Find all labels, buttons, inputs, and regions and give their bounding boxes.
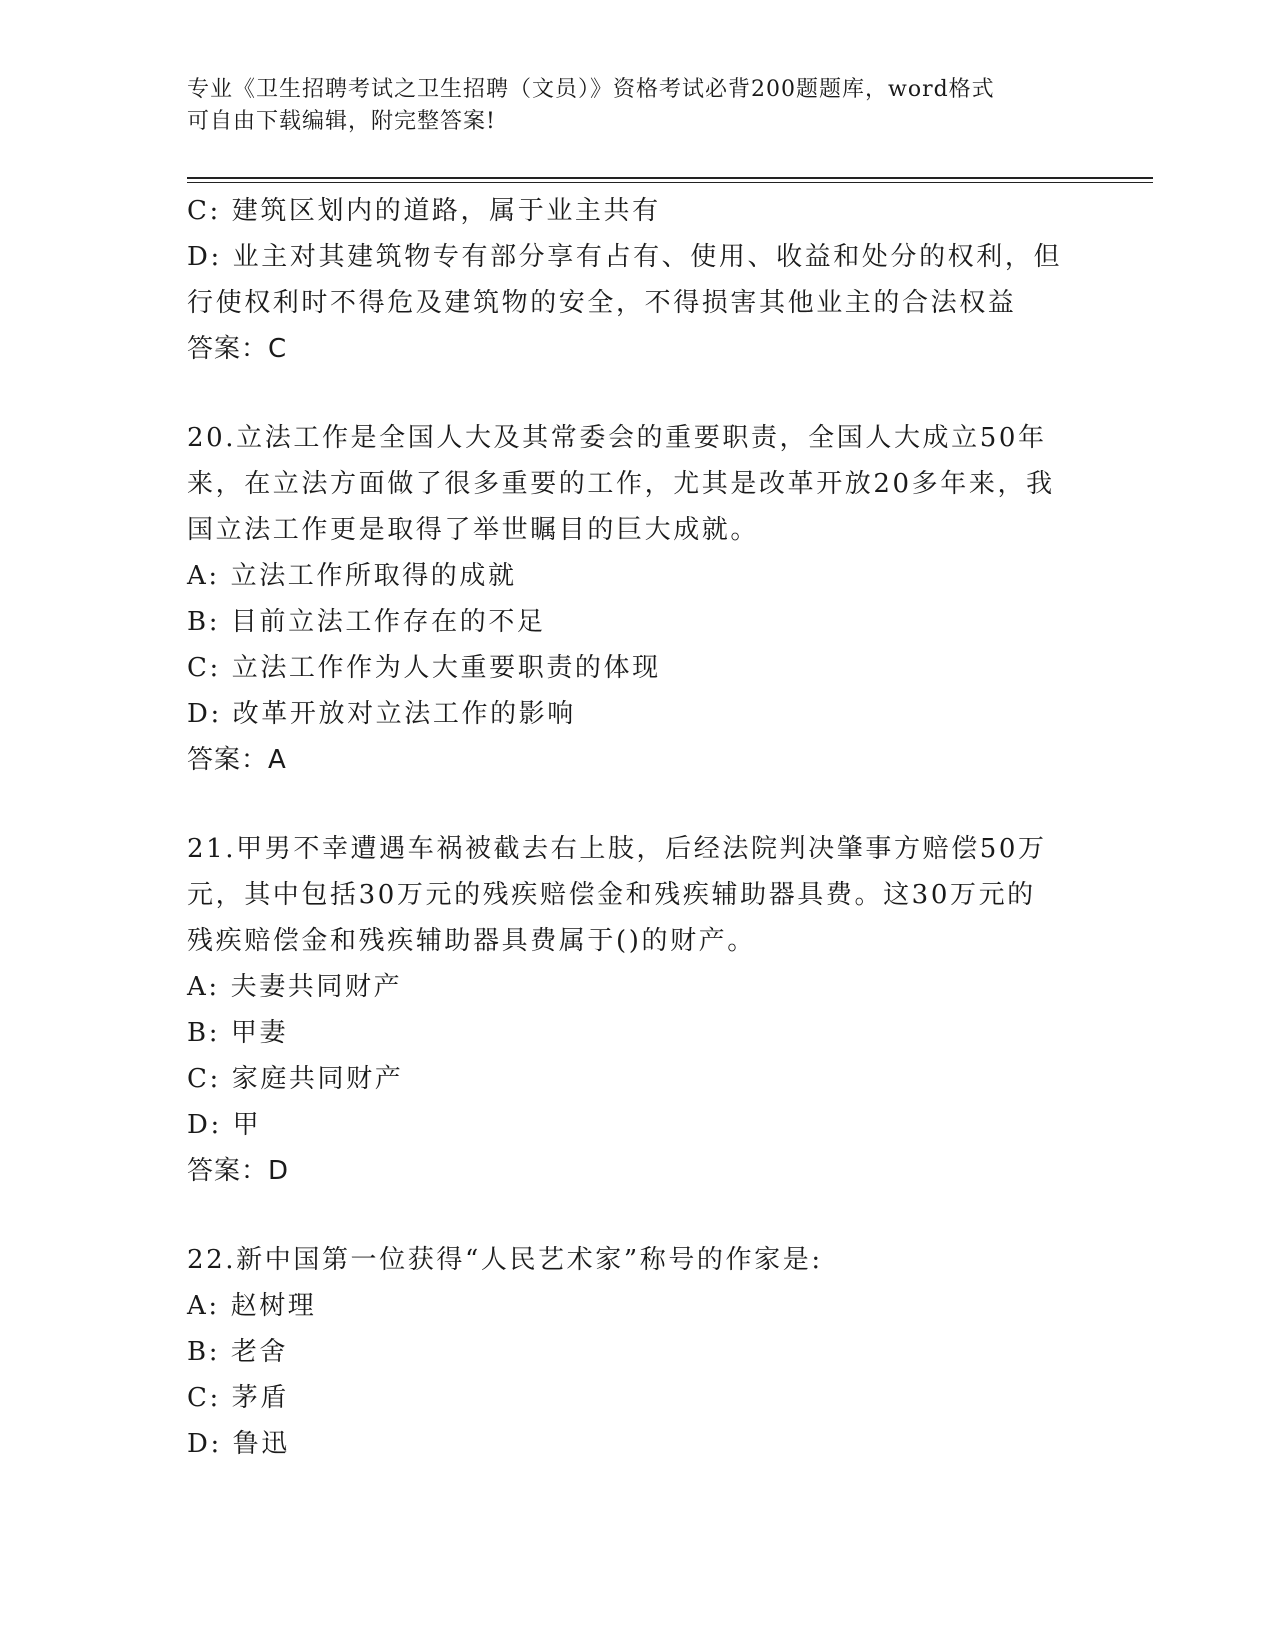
question-block-19 [187, 188, 1087, 372]
option-d: D: 甲 [187, 1110, 262, 1140]
option-b: B: 目前立法工作存在的不足 [187, 607, 546, 637]
option-c: C: 建筑区划内的道路，属于业主共有 [187, 196, 661, 226]
question-block-22 [187, 1237, 1087, 1467]
option-b: B: 甲妻 [187, 1018, 289, 1048]
spacer [187, 372, 1087, 415]
header-divider-thin [187, 182, 1153, 183]
option-c: C: 立法工作作为人大重要职责的体现 [187, 653, 661, 683]
question-stem: 国立法工作更是取得了举世瞩目的巨大成就。 [187, 515, 760, 545]
spacer [187, 1194, 1087, 1237]
question-stem: 来，在立法方面做了很多重要的工作，尤其是改革开放20多年来，我 [187, 469, 1055, 499]
answer: 答案：A [187, 745, 287, 775]
question-stem: 20.立法工作是全国人大及其常委会的重要职责，全国人大成立50年 [187, 423, 1047, 453]
question-stem: 元，其中包括30万元的残疾赔偿金和残疾辅助器具费。这30万元的 [187, 880, 1036, 910]
option-a: A: 夫妻共同财产 [187, 972, 403, 1002]
question-stem: 22.新中国第一位获得“人民艺术家”称号的作家是: [187, 1245, 823, 1275]
option-a: A: 赵树理 [187, 1291, 317, 1321]
option-b: B: 老舍 [187, 1337, 289, 1367]
option-a: A: 立法工作所取得的成就 [187, 561, 517, 591]
question-stem: 21.甲男不幸遭遇车祸被截去右上肢，后经法院判决肇事方赔偿50万 [187, 834, 1047, 864]
header-divider [187, 177, 1153, 179]
question-block-20 [187, 415, 1087, 783]
spacer [187, 783, 1087, 826]
answer: 答案：D [187, 1156, 290, 1186]
question-stem: 残疾赔偿金和残疾辅助器具费属于()的财产。 [187, 926, 756, 956]
option-c: C: 茅盾 [187, 1383, 289, 1413]
header-line-2: 可自由下载编辑，附完整答案! [187, 109, 496, 134]
option-c: C: 家庭共同财产 [187, 1064, 404, 1094]
document-body [187, 188, 1087, 1467]
option-d-continued: 行使权利时不得危及建筑物的安全，不得损害其他业主的合法权益 [187, 288, 1017, 318]
question-block-21 [187, 826, 1087, 1194]
option-d: D: 改革开放对立法工作的影响 [187, 699, 576, 729]
document-header [187, 74, 1087, 138]
header-line-1: 专业《卫生招聘考试之卫生招聘（文员）》资格考试必背200题题库，word格式 [187, 77, 995, 102]
option-d: D: 业主对其建筑物专有部分享有占有、使用、收益和处分的权利，但 [187, 242, 1063, 272]
option-d: D: 鲁迅 [187, 1429, 290, 1459]
answer: 答案：C [187, 334, 288, 364]
